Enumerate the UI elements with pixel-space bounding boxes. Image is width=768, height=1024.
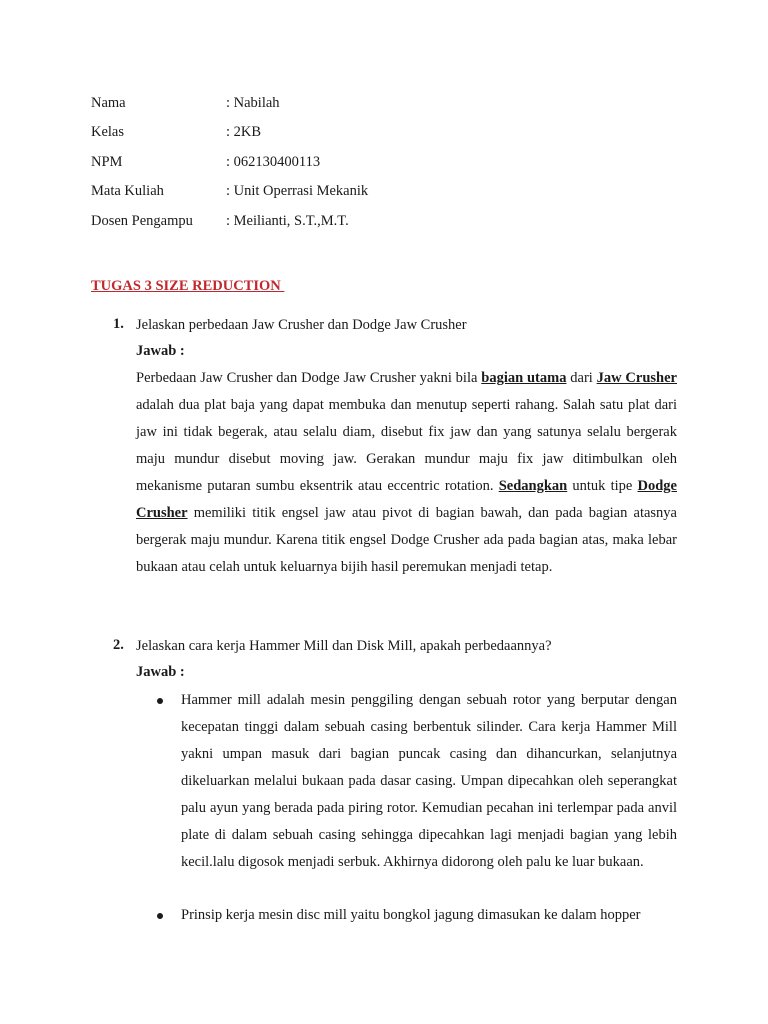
bullet-icon	[157, 698, 163, 704]
answer-text: Perbedaan Jaw Crusher dan Dodge Jaw Crusher yakni bila	[136, 370, 482, 386]
info-label: Dosen Pengampu	[91, 213, 193, 229]
question-number: 2.	[113, 637, 124, 653]
info-label: NPM	[91, 154, 123, 170]
bullet-paragraph: Hammer mill adalah mesin penggiling dengan sebuah rotor yang berputar dengan kecepatan tinggi dalam sebuah casing berbentuk silinder. Cara kerja Hammer Mill yakni umpan masuk dari bagian puncak casing dan dihancurkan, selanjutnya dikeluarkan melalui bukaan pada dasar casing. Umpan dipecahkan oleh seperangkat palu ayun yang berada pada piring rotor. Kemudian pecahan ini terlempar pada anvil plate di dalam sebuah casing sehingga dipecahkan lagi menjadi bagian yang lebih kecil.lalu digosok menjadi serbuk. Akhirnya didorong oleh palu ke luar bukaan.	[181, 692, 677, 870]
info-label: Kelas	[91, 124, 125, 140]
question-text: Jelaskan perbedaan Jaw Crusher dan Dodge Jaw Crusher	[136, 317, 467, 333]
answer-paragraph	[136, 365, 677, 581]
info-value: : 2KB	[226, 124, 262, 140]
emphasis-text: Dodge Crusher	[136, 478, 677, 521]
assignment-title: TUGAS 3 SIZE REDUCTION	[91, 278, 285, 294]
info-label: Mata Kuliah	[91, 183, 164, 199]
answer-label: Jawab :	[136, 343, 185, 359]
answer-text: memiliki titik engsel jaw atau pivot di bagian bawah, dan pada bagian atasnya bergerak maju mundur. Karena titik engsel Dodge Crusher ada pada bagian atas, maka lebar bukaan atau celah untuk keluarnya bijih hasil peremukan menjadi tetap.	[136, 505, 677, 575]
bullet-paragraph: Prinsip kerja mesin disc mill yaitu bongkol jagung dimasukan ke dalam hopper	[181, 907, 641, 923]
question-number: 1.	[113, 316, 124, 332]
info-value: : Nabilah	[226, 95, 280, 111]
emphasis-text: bagian utama	[481, 370, 567, 386]
answer-text: untuk tipe	[567, 478, 638, 494]
emphasis-text: Sedangkan	[498, 478, 568, 494]
answer-text: adalah dua plat baja yang dapat membuka dan menutup seperti rahang. Salah satu plat dari jaw ini tidak begerak, atau selalu diam, disebut fix jaw dan yang satunya selalu bergerak maju mundur disebut moving jaw. Gerakan mundur maju fix jaw ditimbulkan oleh mekanisme putaran sumbu eksentrik atau eccentric rotation.	[136, 397, 677, 494]
info-value: : 062130400113	[226, 154, 321, 170]
info-label: Nama	[91, 95, 126, 111]
emphasis-text: Jaw Crusher	[596, 370, 677, 386]
question-text: Jelaskan cara kerja Hammer Mill dan Disk Mill, apakah perbedaannya?	[136, 638, 552, 654]
answer-label: Jawab :	[136, 664, 185, 680]
bullet-icon	[157, 913, 163, 919]
answer-text: dari	[566, 370, 597, 386]
info-value: : Unit Operrasi Mekanik	[226, 183, 369, 199]
info-value: : Meilianti, S.T.,M.T.	[226, 213, 349, 229]
